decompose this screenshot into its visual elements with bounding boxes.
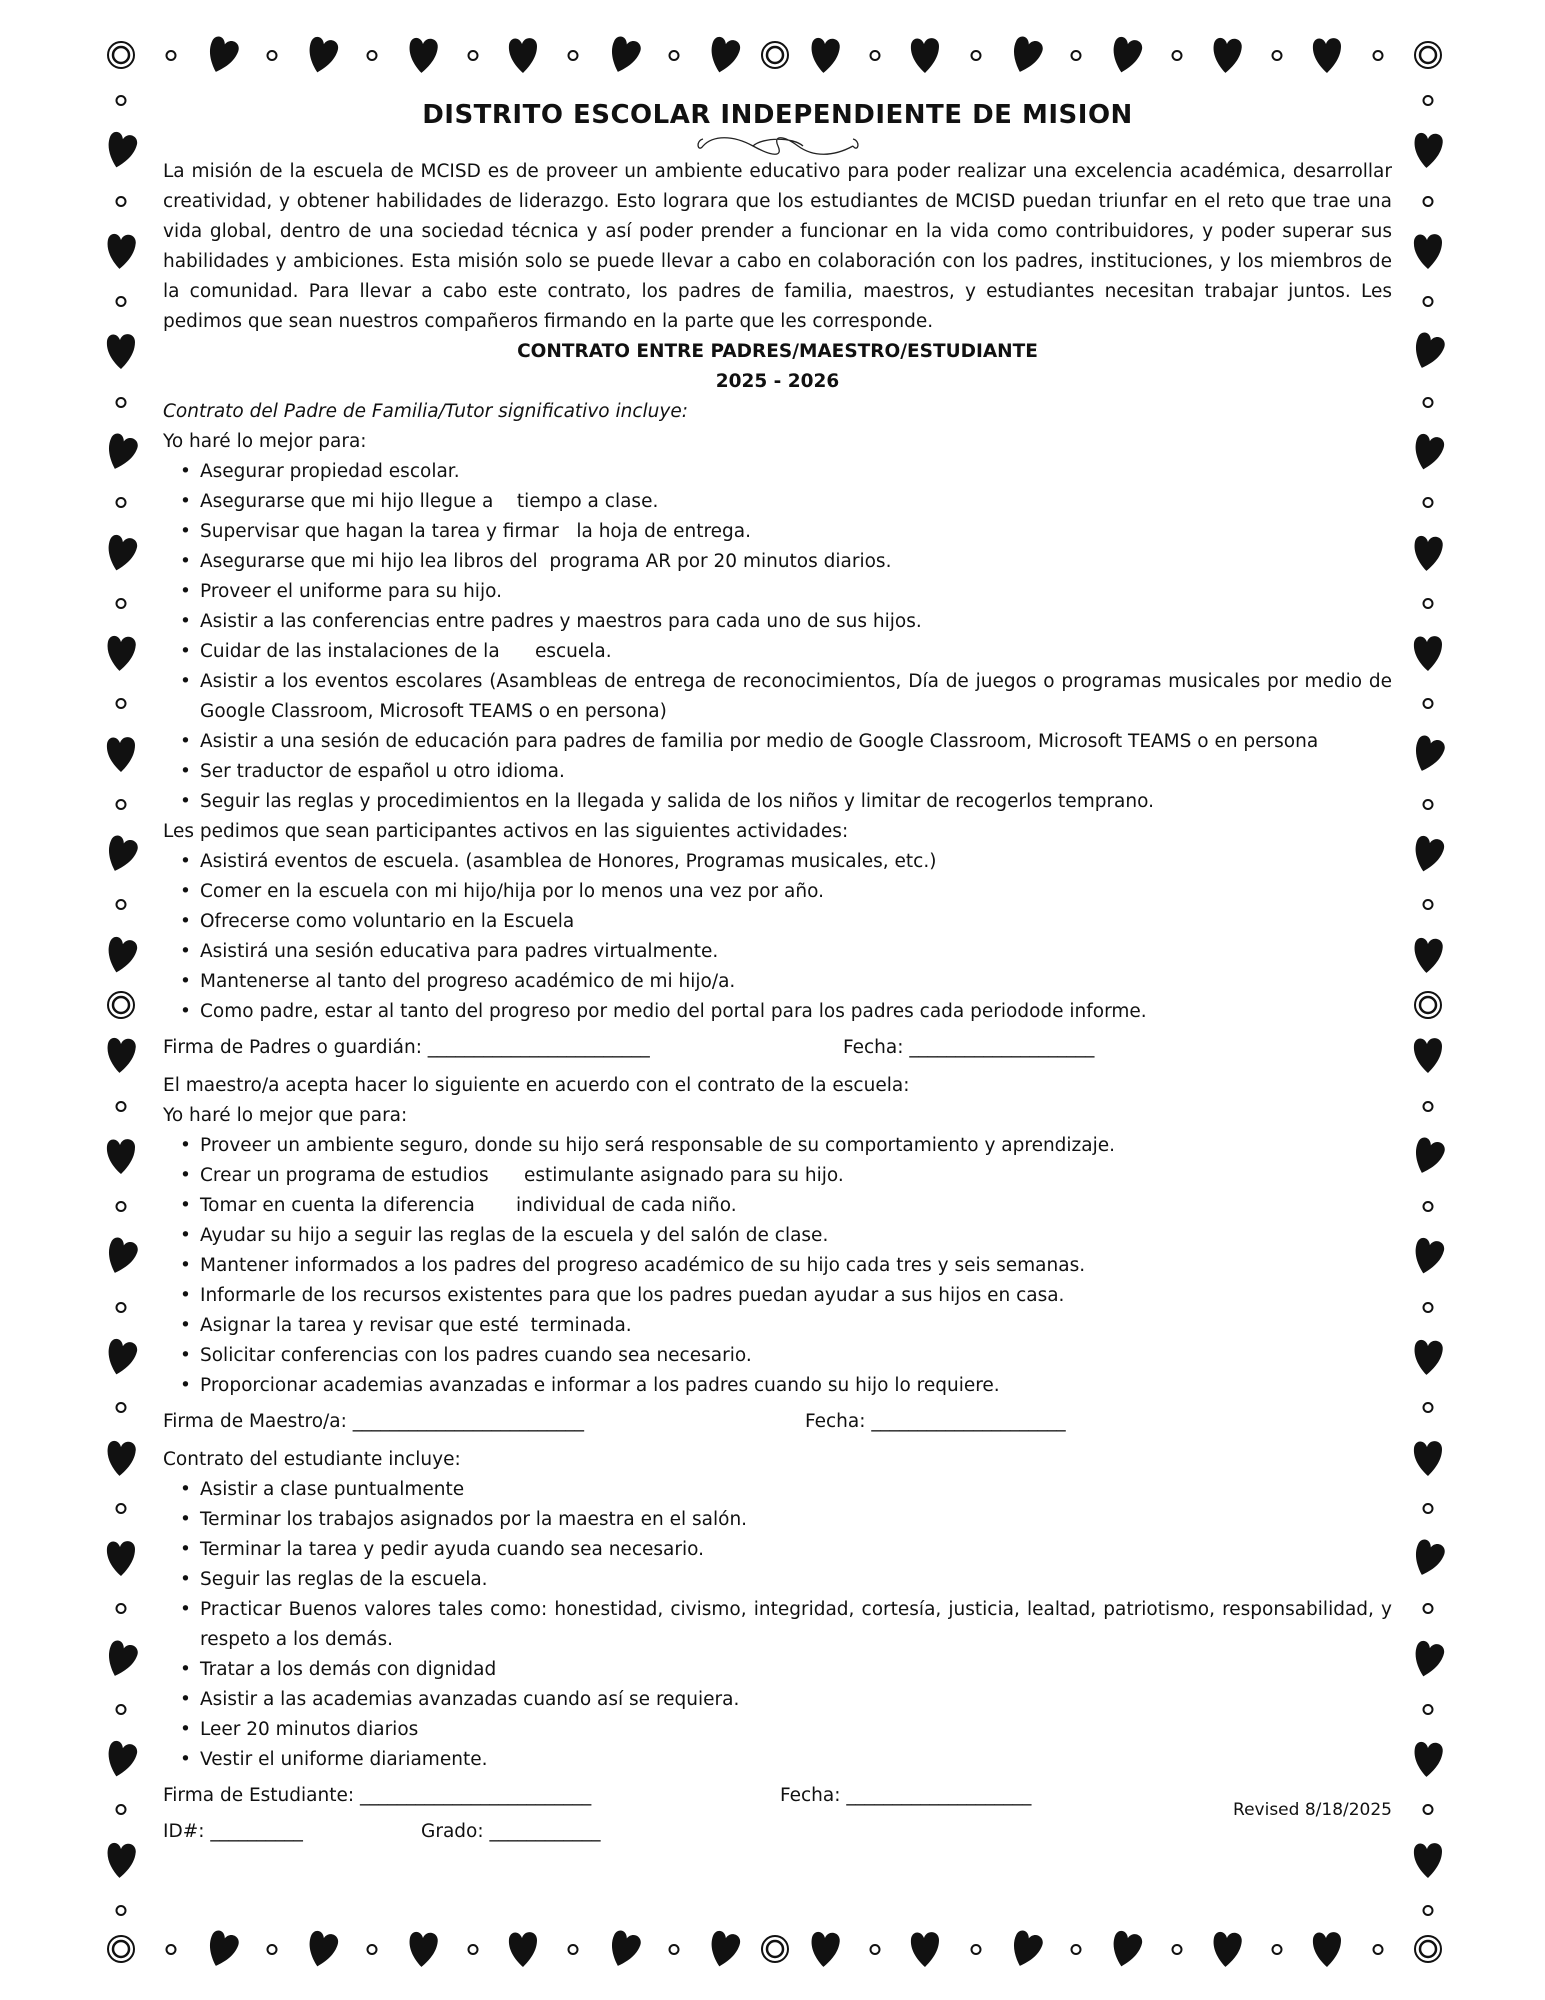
small-circle-icon [265,1942,279,1961]
list-item: • Ofrecerse como voluntario en la Escuela [200,907,1392,937]
small-circle-icon [114,1199,128,1218]
student-list [163,1475,1398,1775]
target-circle-icon [1412,1933,1444,1969]
heart-icon [1411,231,1445,275]
heart-icon [205,1929,239,1973]
small-circle-icon [1421,1199,1435,1218]
student-date-field[interactable]: Fecha: ____________________ [780,1785,1032,1806]
teacher-date-field[interactable]: Fecha: _____________________ [805,1411,1066,1432]
heart-icon [1411,1438,1445,1482]
list-item: • Comer en la escuela con mi hijo/hija por lo menos una vez por año. [200,877,1392,907]
heart-icon [1411,734,1445,778]
small-circle-icon [1421,1400,1435,1419]
small-circle-icon [1270,48,1284,67]
small-circle-icon [667,1942,681,1961]
small-circle-icon [1421,796,1435,815]
heart-icon [1109,35,1143,79]
small-circle-icon [1421,93,1435,112]
heart-icon [305,1929,339,1973]
small-circle-icon [114,394,128,413]
heart-icon [1009,35,1043,79]
small-circle-icon [1421,1601,1435,1620]
list-item: • Crear un programa de estudios estimulante asignado para su hijo. [200,1161,1392,1191]
school-year: 2025 - 2026 [715,371,840,392]
list-item: • Proveer el uniforme para su hijo. [200,577,1392,607]
small-circle-icon [114,1299,128,1318]
teacher-heading: El maestro/a acepta hacer lo siguiente en acuerdo con el contrato de la escuela: [163,1075,910,1096]
heart-icon [607,35,641,79]
small-circle-icon [1069,48,1083,67]
small-circle-icon [1421,193,1435,212]
heart-icon [1109,1929,1143,1973]
parent-activities-intro: Les pedimos que sean participantes activos en las siguientes actividades: [163,821,849,842]
small-circle-icon [1421,495,1435,514]
parent-activities-list [163,847,1392,1027]
small-circle-icon [164,48,178,67]
small-circle-icon [466,48,480,67]
small-circle-icon [1170,48,1184,67]
parent-heading: Contrato del Padre de Familia/Tutor significativo incluye: [163,401,688,422]
heart-icon [1411,1639,1445,1683]
heart-icon [104,533,138,577]
heart-icon [104,633,138,677]
list-item: • Tomar en cuenta la diferencia individual de cada niño. [200,1191,1392,1221]
heart-icon [908,1929,942,1973]
heart-icon [1411,935,1445,979]
list-item: • Cuidar de las instalaciones de la escuela. [200,637,1392,667]
heart-icon [607,1929,641,1973]
heart-icon [707,1929,741,1973]
small-circle-icon [1421,1903,1435,1922]
parent-intro: Yo haré lo mejor para: [163,431,367,452]
heart-icon [205,35,239,79]
small-circle-icon [868,1942,882,1961]
list-item: • Tratar a los demás con dignidad [200,1655,1392,1685]
heart-icon [506,1929,540,1973]
heart-icon [1310,35,1344,79]
parent-date-field[interactable]: Fecha: ____________________ [843,1037,1095,1058]
heart-icon [104,231,138,275]
heart-icon [1411,1337,1445,1381]
list-item: • Terminar la tarea y pedir ayuda cuando sea necesario. [200,1535,1392,1565]
contract-title: CONTRATO ENTRE PADRES/MAESTRO/ESTUDIANTE [517,341,1038,362]
small-circle-icon [114,294,128,313]
parent-list [163,457,1398,817]
heart-icon [104,1438,138,1482]
small-circle-icon [114,796,128,815]
heart-icon [1411,1035,1445,1079]
small-circle-icon [1421,1299,1435,1318]
heart-icon [305,35,339,79]
heart-icon [808,35,842,79]
list-item: • Mantener informados a los padres del progreso académico de su hijo cada tres y seis semanas. [200,1251,1392,1281]
heart-icon [104,331,138,375]
small-circle-icon [566,48,580,67]
heart-icon [1411,1236,1445,1280]
target-circle-icon [1412,39,1444,75]
target-circle-icon [105,1933,137,1969]
heart-icon [1411,533,1445,577]
heart-icon [406,1929,440,1973]
list-item: • Proveer un ambiente seguro, donde su hijo será responsable de su comportamiento y aprendizaje. [200,1131,1392,1161]
small-circle-icon [1421,1098,1435,1117]
list-item: • Asignar la tarea y revisar que esté terminada. [200,1311,1392,1341]
heart-icon [1210,1929,1244,1973]
list-item: • Ser traductor de español u otro idioma. [200,757,1392,787]
heart-icon [104,432,138,476]
heart-icon [104,1538,138,1582]
heart-icon [104,734,138,778]
student-signature-field[interactable]: Firma de Estudiante: _________________________ [163,1785,592,1806]
district-title: DISTRITO ESCOLAR INDEPENDIENTE DE MISION [422,100,1133,130]
small-circle-icon [365,1942,379,1961]
small-circle-icon [1371,1942,1385,1961]
heart-icon [104,1035,138,1079]
teacher-intro: Yo haré lo mejor que para: [163,1105,408,1126]
small-circle-icon [566,1942,580,1961]
heart-icon [1411,432,1445,476]
small-circle-icon [114,696,128,715]
small-circle-icon [969,48,983,67]
target-circle-icon [759,1933,791,1969]
heart-icon [1411,1840,1445,1884]
heart-icon [707,35,741,79]
list-item: • Mantenerse al tanto del progreso académico de mi hijo/a. [200,967,1392,997]
small-circle-icon [1069,1942,1083,1961]
heart-icon [1310,1929,1344,1973]
heart-icon [908,35,942,79]
heart-icon [104,1337,138,1381]
list-item: • Asistirá una sesión educativa para padres virtualmente. [200,937,1392,967]
small-circle-icon [1270,1942,1284,1961]
heart-icon [1210,35,1244,79]
list-item: • Asistir a las academias avanzadas cuando así se requiera. [200,1685,1392,1715]
list-item: • Terminar los trabajos asignados por la maestra en el salón. [200,1505,1392,1535]
small-circle-icon [1421,1500,1435,1519]
small-circle-icon [114,495,128,514]
student-heading: Contrato del estudiante incluye: [163,1449,461,1470]
small-circle-icon [1371,48,1385,67]
list-item: • Asistirá eventos de escuela. (asamblea de Honores, Programas musicales, etc.) [200,847,1392,877]
small-circle-icon [114,1400,128,1419]
heart-icon [104,834,138,878]
list-item: • Practicar Buenos valores tales como: honestidad, civismo, integridad, cortesía, justicia, lealtad, patriotismo, responsabilidad, y respeto a los demás. [200,1595,1392,1655]
small-circle-icon [114,1601,128,1620]
list-item: • Asegurar propiedad escolar. [200,457,1392,487]
list-item: • Proporcionar academias avanzadas e informar a los padres cuando su hijo lo requiere. [200,1371,1392,1401]
small-circle-icon [114,93,128,112]
list-item: • Como padre, estar al tanto del progreso por medio del portal para los padres cada periodode informe. [200,997,1392,1027]
list-item: • Informarle de los recursos existentes para que los padres puedan ayudar a sus hijos en casa. [200,1281,1392,1311]
student-id-row [163,1817,1392,1847]
heart-icon [1411,834,1445,878]
small-circle-icon [114,193,128,212]
small-circle-icon [265,48,279,67]
heart-icon [104,1136,138,1180]
heart-icon [406,35,440,79]
small-circle-icon [365,48,379,67]
teacher-signature-row [163,1407,1392,1437]
list-item: • Leer 20 minutos diarios [200,1715,1392,1745]
small-circle-icon [1421,595,1435,614]
small-circle-icon [114,1802,128,1821]
list-item: • Asegurarse que mi hijo lea libros del programa AR por 20 minutos diarios. [200,547,1392,577]
small-circle-icon [969,1942,983,1961]
small-circle-icon [1421,294,1435,313]
heart-icon [104,1639,138,1683]
small-circle-icon [114,1903,128,1922]
small-circle-icon [1421,897,1435,916]
parent-signature-row [163,1033,1392,1063]
small-circle-icon [868,48,882,67]
heart-icon [104,1739,138,1783]
heart-icon [1411,633,1445,677]
list-item: • Ayudar su hijo a seguir las reglas de la escuela y del salón de clase. [200,1221,1392,1251]
flourish-icon [163,135,1392,157]
document-body [163,95,1398,1855]
heart-icon [1411,1538,1445,1582]
small-circle-icon [1421,1802,1435,1821]
heart-icon [1411,331,1445,375]
heart-icon [1411,130,1445,174]
list-item: • Asistir a una sesión de educación para padres de familia por medio de Google Classroom, Microsoft TEAMS o en persona [200,727,1392,757]
target-circle-icon [105,39,137,75]
small-circle-icon [1170,1942,1184,1961]
heart-icon [104,1840,138,1884]
small-circle-icon [164,1942,178,1961]
parent-signature-field[interactable]: Firma de Padres o guardián: ________________________ [163,1037,650,1058]
list-item: • Solicitar conferencias con los padres cuando sea necesario. [200,1341,1392,1371]
list-item: • Seguir las reglas y procedimientos en la llegada y salida de los niños y limitar de recogerlos temprano. [200,787,1392,817]
mission-statement: La misión de la escuela de MCISD es de proveer un ambiente educativo para poder realizar una excelencia académica, desarrollar creatividad, y obtener habilidades de liderazgo. Esto lograra que los estudiantes de MCISD puedan triunfar en el reto que trae una vida global, dentro de una sociedad técnica y así poder prender a funcionar en la vida como contribuidores, y poder superar sus habilidades y ambiciones. Esta misión solo se puede llevar a cabo en colaboración con los padres, instituciones, y los miembros de la comunidad. Para llevar a cabo este contrato, los padres de familia, maestros, y estudiantes necesitan trabajar juntos. Les pedimos que sean nuestros compañeros firmando en la parte que les corresponde. [163,161,1392,332]
small-circle-icon [1421,696,1435,715]
heart-icon [506,35,540,79]
student-grade-field[interactable]: Grado: ____________ [421,1821,601,1842]
list-item: • Seguir las reglas de la escuela. [200,1565,1392,1595]
heart-icon [1411,1739,1445,1783]
small-circle-icon [667,48,681,67]
heart-icon [808,1929,842,1973]
list-item: • Asistir a las conferencias entre padres y maestros para cada uno de sus hijos. [200,607,1392,637]
student-id-field[interactable]: ID#: __________ [163,1821,303,1842]
small-circle-icon [114,897,128,916]
target-circle-icon [105,989,137,1025]
small-circle-icon [1421,394,1435,413]
heart-icon [1411,1136,1445,1180]
teacher-signature-field[interactable]: Firma de Maestro/a: _________________________ [163,1411,584,1432]
small-circle-icon [114,1098,128,1117]
small-circle-icon [114,1500,128,1519]
small-circle-icon [114,1701,128,1720]
small-circle-icon [114,595,128,614]
list-item: • Vestir el uniforme diariamente. [200,1745,1392,1775]
heart-icon [1009,1929,1043,1973]
small-circle-icon [1421,1701,1435,1720]
list-item: • Asistir a clase puntualmente [200,1475,1392,1505]
heart-icon [104,1236,138,1280]
list-item: • Supervisar que hagan la tarea y firmar la hoja de entrega. [200,517,1392,547]
small-circle-icon [466,1942,480,1961]
list-item: • Asegurarse que mi hijo llegue a tiempo a clase. [200,487,1392,517]
list-item: • Asistir a los eventos escolares (Asambleas de entrega de reconocimientos, Día de juegos o programas musicales por medio de Google Classroom, Microsoft TEAMS o en persona) [200,667,1392,727]
heart-icon [104,130,138,174]
target-circle-icon [1412,989,1444,1025]
teacher-list [163,1131,1392,1401]
student-signature-row [163,1781,1392,1820]
revised-date: Revised 8/18/2025 [1233,1800,1392,1820]
target-circle-icon [759,39,791,75]
heart-icon [104,935,138,979]
